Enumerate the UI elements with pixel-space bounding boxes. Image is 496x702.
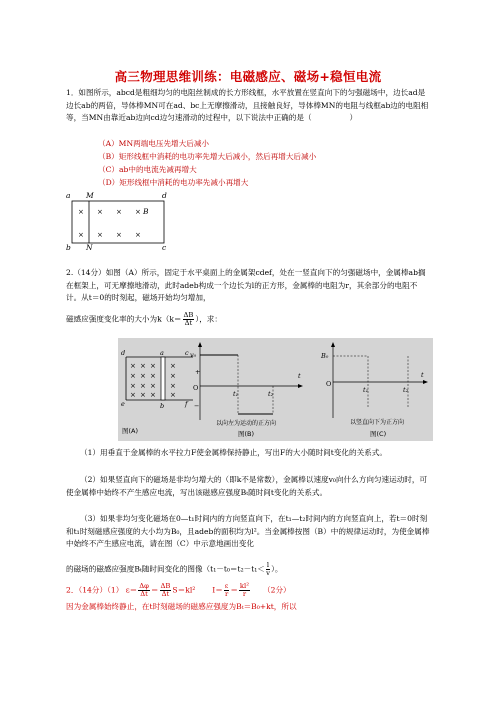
q2-figures bbox=[118, 338, 433, 441]
page-title: 高三物理思维训练：电磁感应、磁场+稳恒电流 bbox=[114, 69, 382, 84]
svg-text:×: × bbox=[78, 208, 84, 216]
svg-text:e: e bbox=[121, 400, 125, 408]
q1-option-a: （A）MN两端电压先增大后减小 bbox=[98, 139, 210, 148]
svg-text:O: O bbox=[326, 380, 332, 388]
svg-text:×: × bbox=[116, 208, 122, 216]
svg-text:c: c bbox=[185, 349, 189, 357]
lv-fraction: $\frac{l}{v}$ bbox=[266, 561, 270, 577]
label-b: b bbox=[66, 243, 71, 252]
q1-figure-frame bbox=[66, 190, 176, 252]
q2-sub-3: （3）如果非均匀变化磁场在0—t₁时间内的方向竖直向下，在t₁—t₂时间内的方向竖直向上，若t＝0时刻和t₁时刻磁感应强度的大小均为B₀，且adeb的面积均为l²。当金属棒按图（B）中的规律运动时，为使金属棒中始终不产生感应电流，请在图（C）中示意地画出变化 bbox=[66, 514, 430, 549]
svg-text:×: × bbox=[150, 391, 156, 399]
caption-A: 图(A) bbox=[122, 427, 139, 435]
svg-text:−: − bbox=[194, 402, 200, 410]
figure-B bbox=[190, 342, 303, 438]
svg-text:×: × bbox=[97, 208, 103, 216]
svg-text:×: × bbox=[130, 382, 136, 390]
fig-C-note: 以竖直向下为正方向 bbox=[350, 419, 405, 426]
svg-text:×: × bbox=[135, 208, 141, 216]
svg-text:t: t bbox=[421, 371, 424, 379]
svg-text:t₁: t₁ bbox=[233, 390, 239, 398]
label-M: M bbox=[86, 191, 94, 200]
q2-sub-3-end: 的磁场的磁感应强度Bₜ随时间变化的图像（t₁－t₀＝t₂－t₁＜ $\frac{l}{v}$ ）。 bbox=[66, 561, 283, 577]
svg-text:t₂: t₂ bbox=[403, 386, 409, 394]
score-tag: （2分） bbox=[263, 585, 291, 595]
q2-sub-1: （1）用垂直于金属棒的水平拉力F使金属棒保持静止，写出F的大小随时间t变化的关系式。 bbox=[80, 448, 387, 457]
svg-text:×: × bbox=[130, 372, 136, 380]
svg-text:×: × bbox=[170, 391, 176, 399]
svg-text:×: × bbox=[135, 231, 141, 239]
caption-B: 图(B) bbox=[238, 430, 255, 438]
svg-text:×: × bbox=[140, 382, 146, 390]
svg-text:×: × bbox=[150, 382, 156, 390]
figure-A bbox=[121, 349, 193, 435]
svg-text:t: t bbox=[298, 372, 301, 380]
svg-text:×: × bbox=[170, 372, 176, 380]
svg-text:×: × bbox=[140, 362, 146, 370]
svg-text:×: × bbox=[170, 362, 176, 370]
svg-text:f: f bbox=[185, 400, 188, 408]
label-a: a bbox=[66, 191, 71, 200]
svg-text:t₂: t₂ bbox=[268, 390, 274, 398]
caption-C: 图(C) bbox=[370, 430, 387, 438]
label-N: N bbox=[86, 243, 93, 252]
q2-sub-2: （2）如果竖直向下的磁场是非均匀增大的（即k不是常数），金属棒以速度v₀向什么方向匀速运动时，可使金属棒中始终不产生感应电流，写出该磁感应强度Bₜ随时间t变化的关系式。 bbox=[66, 475, 428, 497]
svg-text:v₀: v₀ bbox=[190, 351, 197, 359]
fig-B-note: 以向左为运动的正方向 bbox=[216, 420, 277, 427]
svg-text:t₁: t₁ bbox=[363, 386, 369, 394]
svg-text:O: O bbox=[193, 384, 199, 392]
field-crosses bbox=[78, 208, 141, 239]
svg-text:b: b bbox=[160, 402, 165, 410]
rate-fraction: $\frac{\Delta B}{\Delta t}$ bbox=[183, 311, 194, 327]
label-B: B bbox=[143, 207, 149, 216]
svg-text:a: a bbox=[160, 349, 164, 357]
svg-text:B₀: B₀ bbox=[321, 352, 329, 360]
svg-text:×: × bbox=[130, 362, 136, 370]
svg-text:×: × bbox=[130, 391, 136, 399]
answer-line-2: 因为金属棒始终静止，在t时刻磁场的磁感应强度为Bₜ＝B₀+kt，所以 bbox=[66, 602, 297, 611]
svg-text:×: × bbox=[150, 372, 156, 380]
q1-option-b: （B）矩形线框中消耗的电功率先增大后减小，然后再增大后减小 bbox=[98, 152, 317, 161]
q2-figures-panel bbox=[118, 338, 433, 441]
answer-line-1: 2．（14分）（1） ε＝ $\frac{\Delta\varphi}{\Delta t}$ ＝ $\frac{\Delta B}{\Delta t}$ S＝kl² I＝ $\frac{\varepsilon}{r}$ ＝ $\frac{\text{kl²}}{r}$ （2分） bbox=[66, 582, 291, 598]
label-c: c bbox=[162, 243, 167, 252]
svg-text:+: + bbox=[195, 368, 201, 376]
figure-C bbox=[320, 342, 428, 438]
question-1-stem: 1．如图所示，abcd是粗细均匀的电阻丝制成的长方形线框，水平放置在竖直向下的匀强磁场中，边长ad是边长ab的两倍，导体棒MN可在ad、bc上无摩擦滑动，且接触良好，导体棒MN的电阻与线框ab边的电阻相等，当MN由靠近ab边向cd边匀速滑动的过程中，以下说法中正确的是（ ） bbox=[66, 88, 429, 123]
q1-option-d: （D）矩形线框中消耗的电功率先减小再增大 bbox=[98, 178, 249, 187]
q1-option-c: （C）ab中的电流先减再增大 bbox=[98, 165, 197, 174]
svg-text:×: × bbox=[150, 362, 156, 370]
rod-ab bbox=[161, 357, 165, 400]
label-d: d bbox=[162, 191, 167, 200]
question-2-stem: 2.（14分）如图（A）所示，固定于水平桌面上的金属架cdef，处在一竖直向下的匀强磁场中，金属棒ab搁在框架上，可无摩擦地滑动，此时adeb构成一个边长为l的正方形，金属棒的电阻为r，其余部分的电阻不计。从t＝0的时刻起，磁场开始均匀增加， bbox=[66, 268, 426, 303]
svg-text:×: × bbox=[116, 231, 122, 239]
svg-text:d: d bbox=[121, 349, 126, 357]
svg-text:×: × bbox=[140, 391, 146, 399]
svg-text:×: × bbox=[78, 231, 84, 239]
question-2-stem-rate: 磁感应强度变化率的大小为k（k＝ $\frac{\Delta B}{\Delta t}$ ），求： bbox=[66, 311, 222, 327]
svg-text:×: × bbox=[97, 231, 103, 239]
svg-text:×: × bbox=[140, 372, 146, 380]
svg-text:×: × bbox=[170, 382, 176, 390]
